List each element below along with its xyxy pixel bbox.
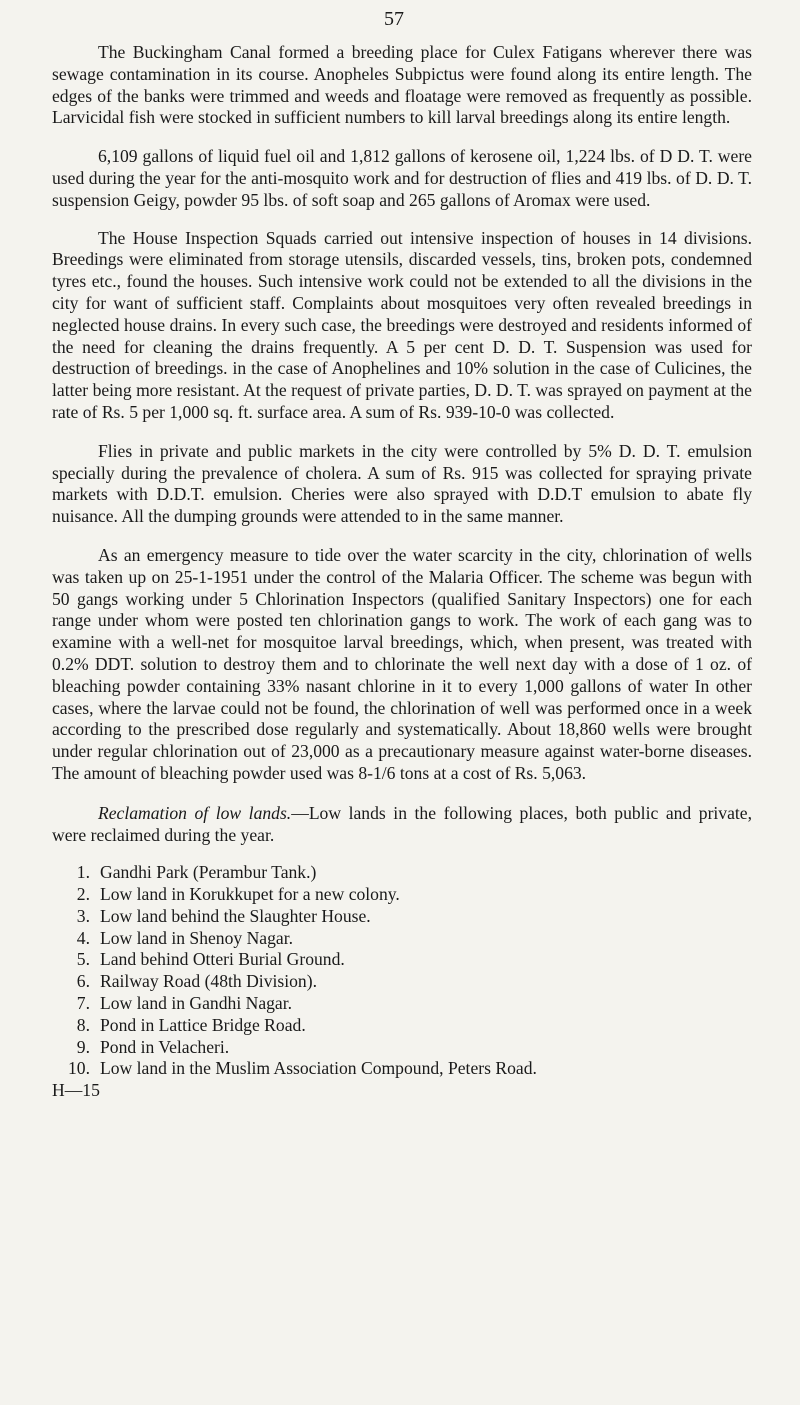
reclamation-text: —Low lands in the following places, both public and private, were reclaimed during the year. bbox=[52, 802, 753, 845]
list-number: 8. bbox=[76, 1014, 90, 1035]
list-item bbox=[52, 1015, 752, 1037]
list-number: 7. bbox=[76, 993, 90, 1014]
list-text: Low land in Gandhi Nagar. bbox=[100, 993, 293, 1014]
page-number: 57 bbox=[384, 8, 404, 30]
paragraph-flies-markets: Flies in private and public markets in the city were controlled by 5% D. D. T. emulsion specially during the prevalence of cholera. A sum of Rs. 915 was collected for spraying private markets with D.D.T. emulsion. Cheries were also sprayed with D.D.T emulsion to abate fly nuisance. All the dumping grounds were attended to in the same manner. bbox=[52, 440, 752, 527]
reclamation-list bbox=[52, 862, 752, 1080]
list-item bbox=[52, 949, 752, 971]
list-item bbox=[52, 906, 752, 928]
body-text bbox=[52, 42, 752, 1102]
list-text: Low land in Korukkupet for a new colony. bbox=[100, 884, 400, 905]
list-item bbox=[52, 884, 752, 906]
list-text: Gandhi Park (Perambur Tank.) bbox=[100, 862, 317, 883]
list-number: 5. bbox=[76, 949, 90, 970]
list-number: 3. bbox=[76, 905, 90, 926]
list-item bbox=[52, 928, 752, 950]
list-text: Railway Road (48th Division). bbox=[100, 971, 317, 992]
list-number: 10. bbox=[68, 1058, 90, 1079]
list-item bbox=[52, 971, 752, 993]
list-text: Land behind Otteri Burial Ground. bbox=[100, 949, 345, 970]
list-number: 2. bbox=[76, 884, 90, 905]
paragraph-reclamation bbox=[52, 803, 752, 847]
list-item bbox=[52, 1058, 752, 1080]
paragraph-buckingham-canal: The Buckingham Canal formed a breeding place for Culex Fatigans wherever there was sewage contamination in its course. Anopheles Subpictus were found along its entire length. The edges of the banks were trimmed and weeds and floatage were removed as frequently as possible. Larvicidal fish were stocked in sufficient numbers to kill larval breedings along its entire length. bbox=[52, 42, 752, 128]
list-text: Low land in the Muslim Association Compound, Peters Road. bbox=[100, 1058, 537, 1079]
list-number: 9. bbox=[76, 1036, 90, 1057]
paragraph-house-inspection: The House Inspection Squads carried out intensive inspection of houses in 14 divisions. Breedings were eliminated from storage utensils, discarded vessels, tins, broken pots, condemned tyres etc., found the houses. Such intensive work could not be extended to all the divisions in the city for want of sufficient staff. Complaints about mosquitoes very often revealed breedings in neglected house drains. In every such case, the breedings were destroyed and residents informed of the need for cleaning the drains frequently. A 5 per cent D. D. T. Suspension was used for destruction of breedings. in the case of Anophelines and 10% solution in the case of Culicines, the latter being more resistant. At the request of private parties, D. D. T. was sprayed on payment at the rate of Rs. 5 per 1,000 sq. ft. surface area. A sum of Rs. 939-10-0 was collected. bbox=[52, 227, 752, 422]
list-text: Low land behind the Slaughter House. bbox=[100, 905, 371, 926]
list-item bbox=[52, 1037, 752, 1059]
reclamation-heading: Reclamation of low lands. bbox=[98, 802, 292, 823]
list-number: 1. bbox=[76, 862, 90, 883]
paragraph-fuel-oil: 6,109 gallons of liquid fuel oil and 1,812 gallons of kerosene oil, 1,224 lbs. of D D. T. were used during the year for the anti-mosquito work and for destruction of flies and 419 lbs. of D. D. T. suspension Geigy, powder 95 lbs. of soft soap and 265 gallons of Aromax were used. bbox=[52, 146, 752, 210]
list-text: Low land in Shenoy Nagar. bbox=[100, 927, 294, 948]
list-text: Pond in Velacheri. bbox=[100, 1036, 230, 1057]
list-text: Pond in Lattice Bridge Road. bbox=[100, 1014, 306, 1035]
list-number: 4. bbox=[76, 927, 90, 948]
list-number: 6. bbox=[76, 971, 90, 992]
paragraph-chlorination: As an emergency measure to tide over the water scarcity in the city, chlorination of wells was taken up on 25-1-1951 under the control of the Malaria Officer. The scheme was begun with 50 gangs working under 5 Chlorination Inspectors (qualified Sanitary Inspectors) one for each range under whom were posted ten chlorination gangs to work. The work of each gang was to examine with a well-net for mosquitoe larval breedings, which, when present, was treated with 0.2% DDT. solution to destroy them and to chlorinate the well next day with a dose of 1 oz. of bleaching powder containing 33% nasant chlorine in it to every 1,000 gallons of water In other cases, where the larvae could not be found, the chlorination of well was performed once in a week according to the prescribed dose regularly and systematically. About 18,860 wells were brought under regular chlorination out of 23,000 as a precautionary measure against water-borne diseases. The amount of bleaching powder used was 8-1/6 tons at a cost of Rs. 5,063. bbox=[52, 544, 752, 783]
list-item bbox=[52, 993, 752, 1015]
list-item bbox=[52, 862, 752, 884]
signature-mark: H—15 bbox=[52, 1080, 100, 1101]
